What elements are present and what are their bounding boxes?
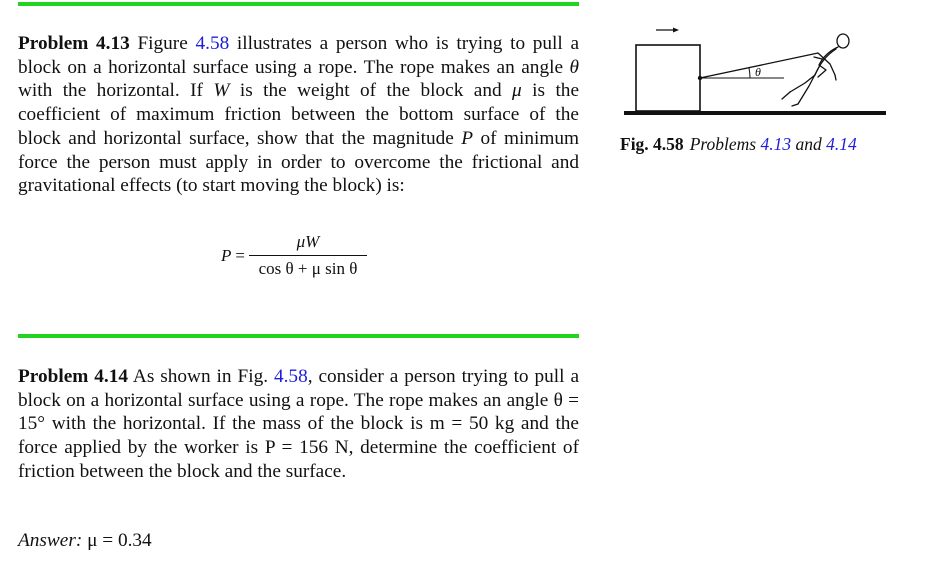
arrow-head-icon <box>673 28 679 33</box>
text-run: Figure <box>129 33 196 54</box>
equation-equals: = <box>235 245 245 265</box>
symbol-mu: μ <box>512 80 522 102</box>
text-run: , consider a person trying to pull a block on a horizontal surface using a rope. The rope makes an angle <box>18 366 580 411</box>
equation-fraction <box>249 232 367 279</box>
text-run: illustrates a person who is trying to pull a block on a horizontal surface using a rope. The rope makes an angle <box>18 33 580 78</box>
theta-value: θ = 15° <box>18 389 579 435</box>
caption-text: and <box>791 134 827 154</box>
text-run: and the force applied by the worker is <box>18 413 579 459</box>
angle-label: θ <box>755 65 761 79</box>
answer-label: Answer: <box>18 530 83 551</box>
figure-caption <box>620 134 857 155</box>
caption-label: Fig. 4.58 <box>620 134 684 154</box>
problem-link-4-13[interactable]: 4.13 <box>760 134 792 154</box>
mass-value: m = 50 kg <box>429 413 515 435</box>
person-pulling-icon <box>782 34 849 106</box>
force-value: P = 156 N <box>264 437 349 459</box>
text-run: , determine the coefficient of friction between the block and the surface. <box>18 437 579 482</box>
problem-4-14-text <box>18 365 579 484</box>
top-green-rule <box>18 2 579 6</box>
block <box>636 45 700 111</box>
equation-lhs: P <box>221 245 232 265</box>
problem-4-13-label: Problem 4.13 <box>18 33 130 54</box>
symbol-w: W <box>213 80 230 102</box>
middle-green-rule <box>18 334 579 338</box>
equation-numerator: μW <box>296 232 320 251</box>
equation-denominator: cos θ + μ sin θ <box>258 259 358 278</box>
problem-4-13-text <box>18 32 579 198</box>
minimum-force-equation <box>221 232 367 279</box>
problem-link-4-14[interactable]: 4.14 <box>826 134 857 154</box>
rope-attachment-point <box>698 76 702 80</box>
text-run: with the horizontal. If <box>18 80 214 102</box>
problem-4-14-label: Problem 4.14 <box>18 366 129 387</box>
text-run: of minimum force the person must apply in order to overcome the frictional and gravitational effects (to start moving the block) is: <box>18 127 579 197</box>
figure-link-4-58[interactable]: 4.58 <box>195 33 230 54</box>
angle-arc <box>749 68 750 78</box>
text-run: is the weight of the block and <box>229 80 513 102</box>
text-run: As shown in Fig. <box>128 366 274 387</box>
figure-block-rope-person <box>622 20 892 130</box>
text-run: is the coefficient of maximum friction between the bottom surface of the block and horizontal surface, show that the magnitude <box>18 80 580 149</box>
answer-line <box>18 530 152 552</box>
answer-value: μ = 0.34 <box>87 530 152 551</box>
caption-text: Problems <box>689 134 761 154</box>
symbol-p: P <box>461 127 474 149</box>
figure-link-4-58[interactable]: 4.58 <box>273 366 308 387</box>
text-run: with the horizontal. If the mass of the block is <box>45 413 430 435</box>
symbol-theta: θ <box>569 56 579 78</box>
